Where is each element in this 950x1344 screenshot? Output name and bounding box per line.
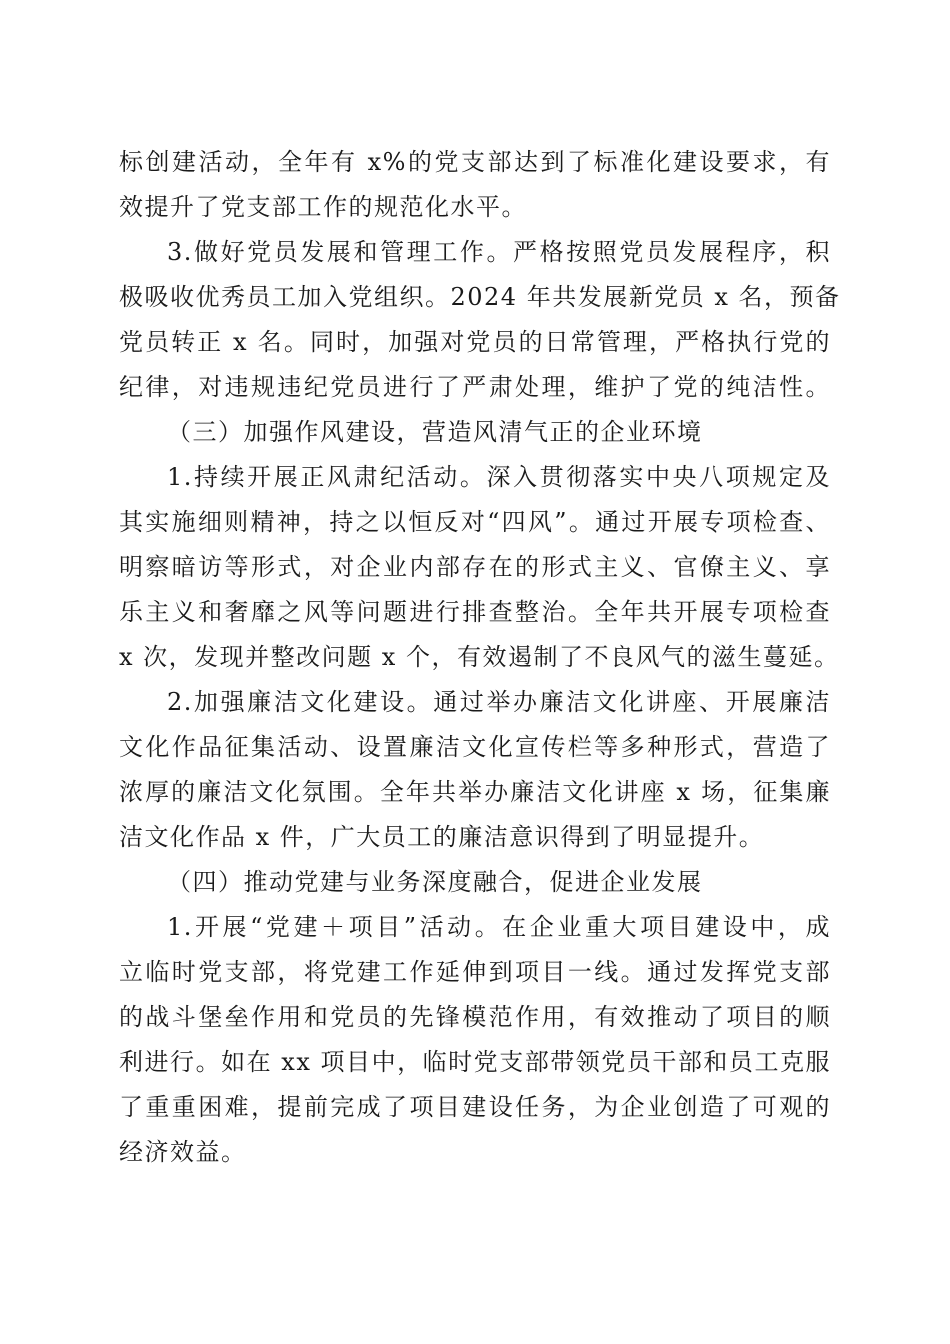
text-line: 的战斗堡垒作用和党员的先锋模范作用，有效推动了项目的顺	[119, 1003, 831, 1031]
paragraph-discipline-campaign	[119, 455, 840, 680]
text-line: 文化作品征集活动、设置廉洁文化宣传栏等多种形式，营造了	[119, 733, 831, 761]
text-line: 党员转正 x 名。同时，加强对党员的日常管理，严格执行党的	[119, 328, 831, 356]
paragraph-party-member-development	[119, 230, 841, 410]
section-heading-4: （四）推动党建与业务深度融合，促进企业发展	[167, 868, 703, 896]
section-heading-3: （三）加强作风建设，营造风清气正的企业环境	[167, 418, 703, 446]
text-line: 其实施细则精神，持之以恒反对“四风”。通过开展专项检查、	[119, 508, 831, 536]
text-line: 利进行。如在 xx 项目中，临时党支部带领党员干部和员工克服	[119, 1048, 831, 1076]
text-line: x 次，发现并整改问题 x 个，有效遏制了不良风气的滋生蔓延。	[119, 643, 840, 671]
text-line: 1.开展“党建＋项目”活动。在企业重大项目建设中，成	[167, 913, 831, 941]
text-line: 效提升了党支部工作的规范化水平。	[119, 193, 527, 221]
text-line: 经济效益。	[119, 1138, 247, 1166]
text-line: 乐主义和奢靡之风等问题进行排查整治。全年共开展专项检查	[119, 598, 831, 626]
paragraph-integrity-culture	[119, 680, 831, 860]
text-line: 明察暗访等形式，对企业内部存在的形式主义、官僚主义、享	[119, 553, 831, 581]
text-line: 纪律，对违规违纪党员进行了严肃处理，维护了党的纯洁性。	[119, 373, 831, 401]
document-page	[119, 140, 841, 1175]
text-line: 浓厚的廉洁文化氛围。全年共举办廉洁文化讲座 x 场，征集廉	[119, 778, 831, 806]
paragraph-continuation	[119, 140, 831, 230]
text-line: 立临时党支部，将党建工作延伸到项目一线。通过发挥党支部	[119, 958, 831, 986]
paragraph-party-building-projects	[119, 905, 831, 1175]
text-line: 极吸收优秀员工加入党组织。2024 年共发展新党员 x 名，预备	[119, 283, 841, 311]
text-line: 1.持续开展正风肃纪活动。深入贯彻落实中央八项规定及	[167, 463, 831, 491]
text-line: 2.加强廉洁文化建设。通过举办廉洁文化讲座、开展廉洁	[167, 688, 831, 716]
text-line: 3.做好党员发展和管理工作。严格按照党员发展程序，积	[167, 238, 831, 266]
text-line: 了重重困难，提前完成了项目建设任务，为企业创造了可观的	[119, 1093, 831, 1121]
text-line: 洁文化作品 x 件，广大员工的廉洁意识得到了明显提升。	[119, 823, 765, 851]
text-line: 标创建活动，全年有 x%的党支部达到了标准化建设要求，有	[119, 148, 831, 176]
